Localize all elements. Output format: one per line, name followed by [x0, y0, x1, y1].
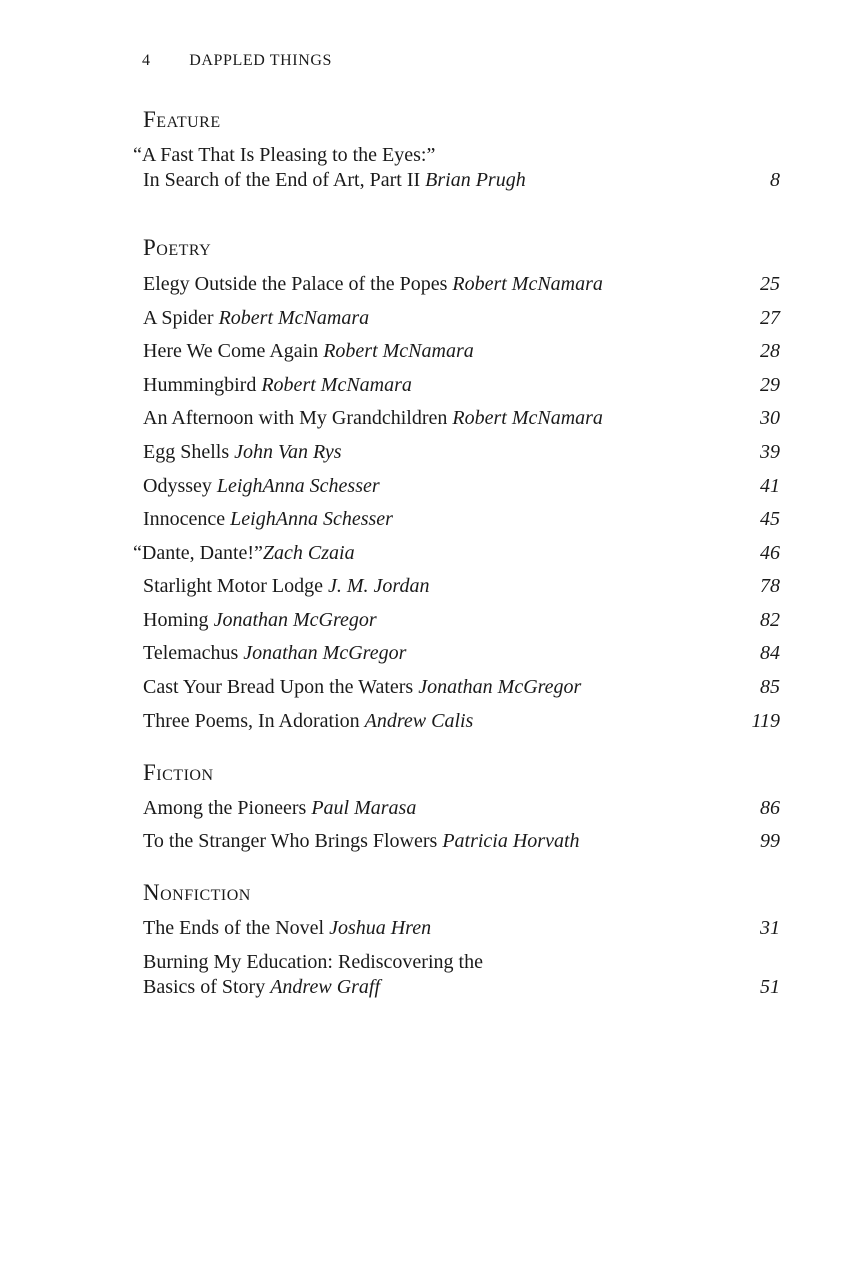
entry-page: 51 [760, 976, 780, 998]
entry-author: John Van Rys [234, 441, 342, 463]
entry-page: 28 [760, 340, 780, 362]
entry-page: 29 [760, 374, 780, 396]
entry-author: Patricia Horvath [442, 830, 580, 852]
entry-page: 99 [760, 830, 780, 852]
toc-entry [143, 306, 783, 331]
entry-author: Paul Marasa [311, 797, 417, 819]
entry-author: J. M. Jordan [327, 575, 430, 597]
entry-page: 41 [760, 475, 780, 497]
entry-author: Jonathan McGregor [418, 676, 582, 698]
toc-entry [143, 950, 783, 1000]
entry-page: 85 [760, 676, 780, 698]
entry-title: Among the Pioneers [143, 797, 307, 819]
entry-title: Innocence [143, 508, 226, 530]
entry-page: 30 [760, 407, 780, 429]
entry-author: Joshua Hren [329, 917, 432, 939]
entry-author: Brian Prugh [425, 169, 526, 191]
entry-author: Jonathan McGregor [213, 609, 377, 631]
entry-title: Here We Come Again [143, 340, 319, 362]
section-heading-poetry: Poetry [143, 235, 212, 260]
entry-title: Burning My Education: Rediscovering the [143, 951, 483, 973]
entry-page: 8 [770, 169, 780, 191]
toc-entry [143, 709, 783, 734]
toc-entry [143, 406, 783, 431]
entry-page: 31 [760, 917, 780, 939]
toc-entry [143, 574, 783, 599]
entry-author: Jonathan McGregor [243, 642, 407, 664]
section-heading-nonfiction: Nonfiction [143, 880, 251, 905]
entry-author: Andrew Graff [270, 976, 381, 998]
entry-page: 45 [760, 508, 780, 530]
page-number: 4 [142, 52, 151, 69]
entry-title-cont: Basics of Story [143, 976, 266, 998]
entry-page: 84 [760, 642, 780, 664]
toc-entry [143, 339, 783, 364]
entry-author: Robert McNamara [218, 307, 370, 329]
entry-author: Andrew Calis [364, 710, 474, 732]
entry-page: 82 [760, 609, 780, 631]
toc-entry [143, 829, 783, 854]
entry-title: “Dante, Dante!” [133, 542, 263, 564]
toc-entry [133, 541, 783, 566]
toc-entry [143, 440, 783, 465]
entry-author: Robert McNamara [452, 407, 603, 429]
entry-title: Telemachus [143, 642, 239, 664]
entry-title: To the Stranger Who Brings Flowers [143, 830, 438, 852]
entry-author: LeighAnna Schesser [216, 475, 380, 497]
entry-author: LeighAnna Schesser [230, 508, 393, 530]
entry-title: Elegy Outside the Palace of the Popes [143, 273, 448, 295]
section-heading-fiction: Fiction [143, 760, 214, 785]
entry-title: Hummingbird [143, 374, 257, 396]
entry-title: “A Fast That Is Pleasing to the Eyes:” [133, 144, 436, 166]
entry-author: Zach Czaia [262, 542, 355, 564]
toc-entry [143, 796, 783, 821]
toc-entry [143, 608, 783, 633]
toc-entry [143, 641, 783, 666]
running-head [142, 52, 332, 70]
journal-title: DAPPLED THINGS [189, 52, 333, 69]
entry-author: Robert McNamara [323, 340, 474, 362]
entry-author: Robert McNamara [261, 374, 412, 396]
toc-entry [143, 272, 783, 297]
toc-entry [143, 474, 783, 499]
entry-title: Starlight Motor Lodge [143, 575, 323, 597]
entry-title: Odyssey [143, 475, 212, 497]
entry-page: 25 [760, 273, 780, 295]
entry-title: An Afternoon with My Grandchildren [143, 407, 448, 429]
entry-title: Egg Shells [143, 441, 230, 463]
toc-entry [143, 916, 783, 941]
toc-entry [143, 373, 783, 398]
toc-entry [143, 507, 783, 532]
section-heading-feature: Feature [143, 107, 221, 132]
entry-page: 78 [760, 575, 780, 597]
entry-page: 86 [760, 797, 780, 819]
entry-page: 119 [751, 710, 780, 732]
entry-title: The Ends of the Novel [143, 917, 325, 939]
toc-entry [133, 143, 783, 193]
entry-title: Homing [143, 609, 209, 631]
entry-title: A Spider [143, 307, 214, 329]
entry-page: 27 [760, 307, 780, 329]
entry-page: 39 [760, 441, 780, 463]
toc-entry [143, 675, 783, 700]
entry-author: Robert McNamara [452, 273, 603, 295]
entry-title: Cast Your Bread Upon the Waters [143, 676, 414, 698]
entry-title: Three Poems, In Adoration [143, 710, 360, 732]
entry-title-cont: In Search of the End of Art, Part II [143, 169, 421, 191]
entry-page: 46 [760, 542, 780, 564]
